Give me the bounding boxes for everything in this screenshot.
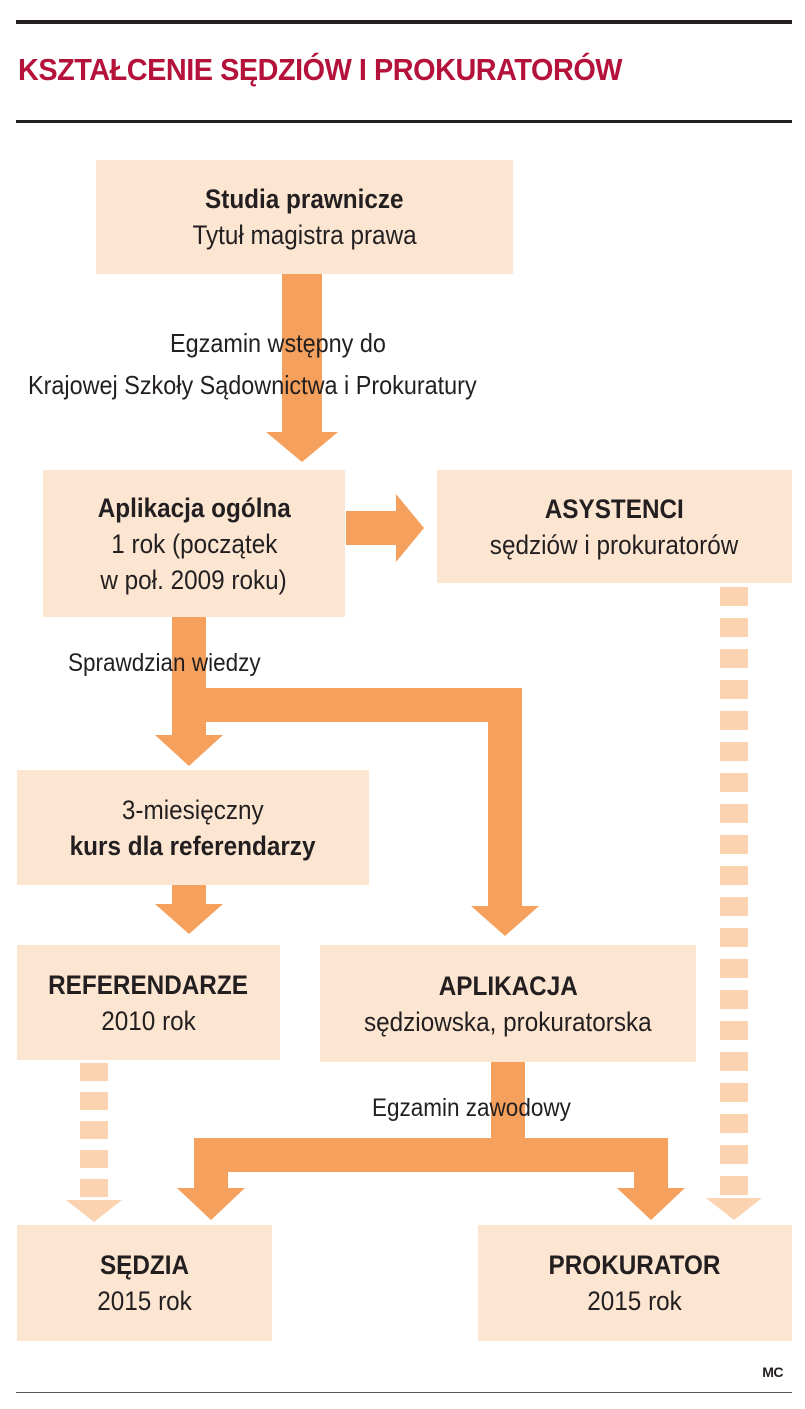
arrow-aplikacja-to-sedzia-prokurator <box>177 1062 685 1220</box>
box-aplikacja-sedziowska <box>320 945 696 1062</box>
label-egzamin-zawodowy: Egzamin zawodowy <box>372 1094 571 1122</box>
box-title: kurs dla referendarzy <box>70 830 316 861</box>
dashed-arrow-referendarze-to-sedzia <box>66 1063 122 1222</box>
box-asystenci <box>437 470 792 583</box>
arrow-kurs-to-referendarze <box>155 885 223 934</box>
box-text: 2015 rok <box>587 1286 683 1316</box>
box-text: 3-miesięczny <box>122 794 264 825</box>
box-text: Tytuł magistra prawa <box>192 220 417 250</box>
box-kurs-referendarzy <box>17 770 369 885</box>
box-title: APLIKACJA <box>438 970 578 1001</box>
box-prokurator <box>478 1225 792 1341</box>
label-sprawdzian-wiedzy: Sprawdzian wiedzy <box>68 649 261 677</box>
box-title: PROKURATOR <box>549 1250 721 1280</box>
box-studia-prawnicze <box>96 160 513 274</box>
dashed-arrow-asystenci-to-prokurator <box>706 587 762 1220</box>
box-text: 1 rok (początek <box>110 528 278 559</box>
box-sedzia <box>17 1225 272 1341</box>
box-aplikacja-ogolna <box>43 470 345 617</box>
arrow-ogolna-to-asystenci <box>346 494 424 562</box>
box-title: Aplikacja ogólna <box>97 492 291 523</box>
box-text: 2010 rok <box>101 1005 196 1036</box>
box-text: sędziów i prokuratorów <box>490 529 739 560</box>
box-text: 2015 rok <box>97 1286 192 1316</box>
box-title: REFERENDARZE <box>48 969 249 1000</box>
label-egzamin-wstepny-2: Krajowej Szkoły Sądownictwa i Prokuratury <box>28 370 477 400</box>
box-text: sędziowska, prokuratorska <box>364 1006 652 1037</box>
box-title: ASYSTENCI <box>544 493 685 524</box>
box-title: SĘDZIA <box>99 1250 190 1280</box>
box-referendarze <box>17 945 280 1060</box>
bottom-rule <box>16 1392 792 1393</box>
credit: MC <box>762 1364 783 1380</box>
page-title: KSZTAŁCENIE SĘDZIÓW I PROKURATORÓW <box>18 52 623 87</box>
label-egzamin-wstepny-1: Egzamin wstępny do <box>170 328 386 358</box>
box-text: w poł. 2009 roku) <box>100 564 288 595</box>
box-title: Studia prawnicze <box>205 184 404 214</box>
